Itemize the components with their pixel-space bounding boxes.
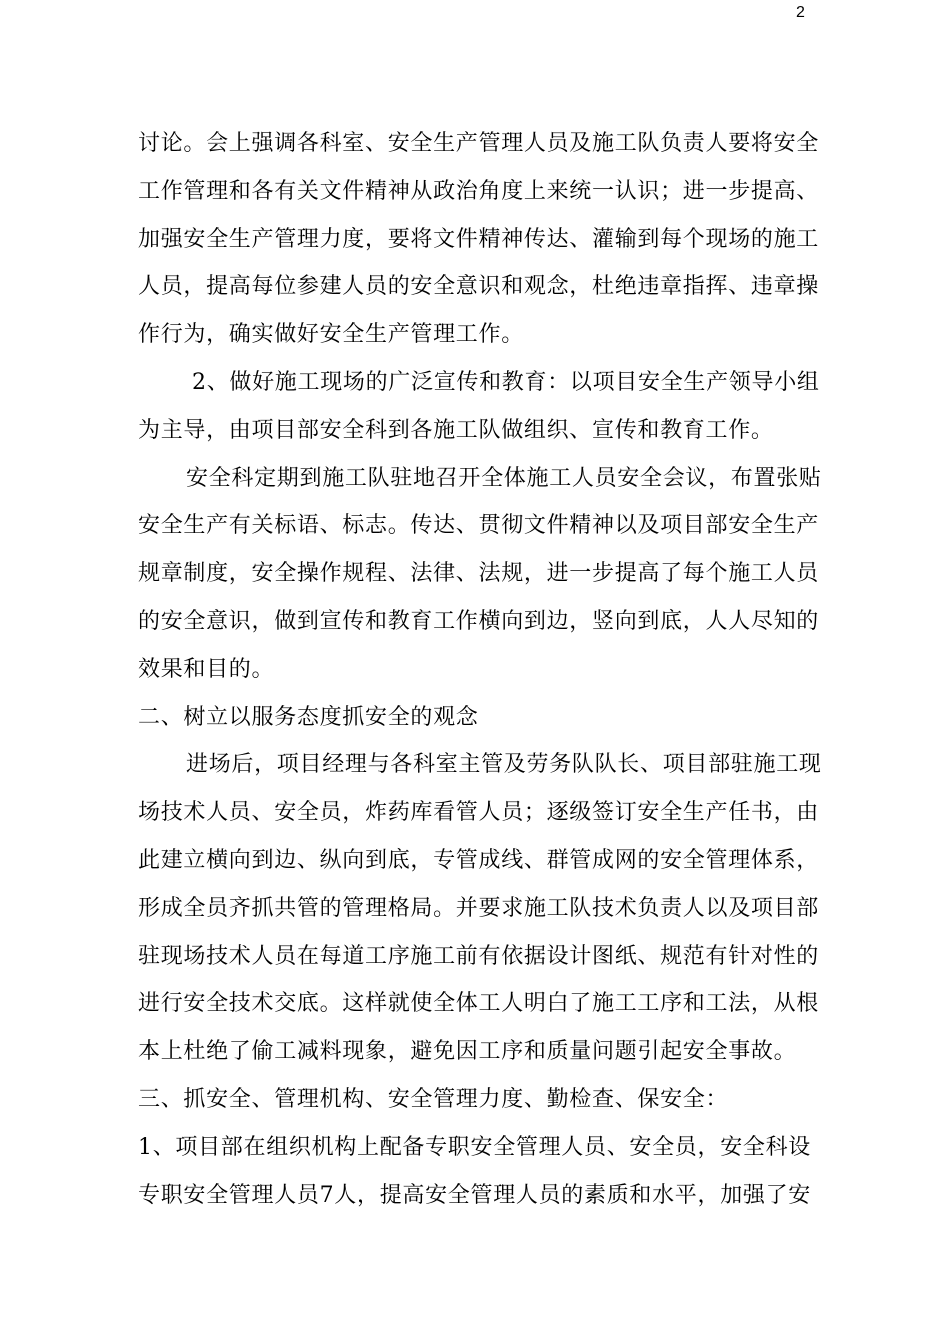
text-line: 作行为，确实做好安全生产管理工作。: [138, 322, 524, 348]
text-line: 此建立横向到边、纵向到底，专管成线、群管成网的安全管理体系，: [138, 847, 820, 873]
section-heading: 二、树立以服务态度抓安全的观念: [138, 704, 479, 730]
section-heading: 三、抓安全、管理机构、安全管理力度、勤检查、保安全：: [138, 1086, 729, 1112]
text-line: 加强安全生产管理力度，要将文件精神传达、灌输到每个现场的施工: [138, 226, 820, 252]
text-line: 驻现场技术人员在每道工序施工前有依据设计图纸、规范有针对性的: [138, 943, 820, 969]
page-number: 2: [796, 4, 805, 21]
text-line: 规章制度，安全操作规程、法律、法规，进一步提高了每个施工人员: [138, 561, 820, 587]
text-line: 进场后，项目经理与各科室主管及劳务队队长、项目部驻施工现: [186, 752, 822, 778]
text-line: 安全生产有关标语、标志。传达、贯彻文件精神以及项目部安全生产: [138, 513, 820, 539]
text-line: 人员，提高每位参建人员的安全意识和观念，杜绝违章指挥、违章操: [138, 274, 820, 300]
text-line: 形成全员齐抓共管的管理格局。并要求施工队技术负责人以及项目部: [138, 895, 820, 921]
text-line: 工作管理和各有关文件精神从政治角度上来统一认识；进一步提高、: [138, 178, 820, 204]
text-line: 的安全意识，做到宣传和教育工作横向到边，竖向到底，人人尽知的: [138, 608, 820, 634]
text-line: 效果和目的。: [138, 656, 275, 682]
text-line: 2、做好施工现场的广泛宣传和教育：以项目安全生产领导小组: [192, 369, 820, 395]
text-line: 为主导，由项目部安全科到各施工队做组织、宣传和教育工作。: [138, 417, 774, 443]
text-line: 1、项目部在组织机构上配备专职安全管理人员、安全员，安全科设: [138, 1134, 811, 1160]
text-line: 场技术人员、安全员，炸药库看管人员；逐级签订安全生产任书，由: [138, 800, 820, 826]
text-line: 进行安全技术交底。这样就使全体工人明白了施工工序和工法，从根: [138, 991, 820, 1017]
text-line: 专职安全管理人员7人，提高安全管理人员的素质和水平，加强了安: [138, 1182, 811, 1208]
body-text: [138, 120, 828, 1219]
text-line: 安全科定期到施工队驻地召开全体施工人员安全会议，布置张贴: [186, 465, 822, 491]
text-line: 讨论。会上强调各科室、安全生产管理人员及施工队负责人要将安全: [138, 131, 820, 156]
text-line: 本上杜绝了偷工减料现象，避免因工序和质量问题引起安全事故。: [138, 1039, 797, 1065]
